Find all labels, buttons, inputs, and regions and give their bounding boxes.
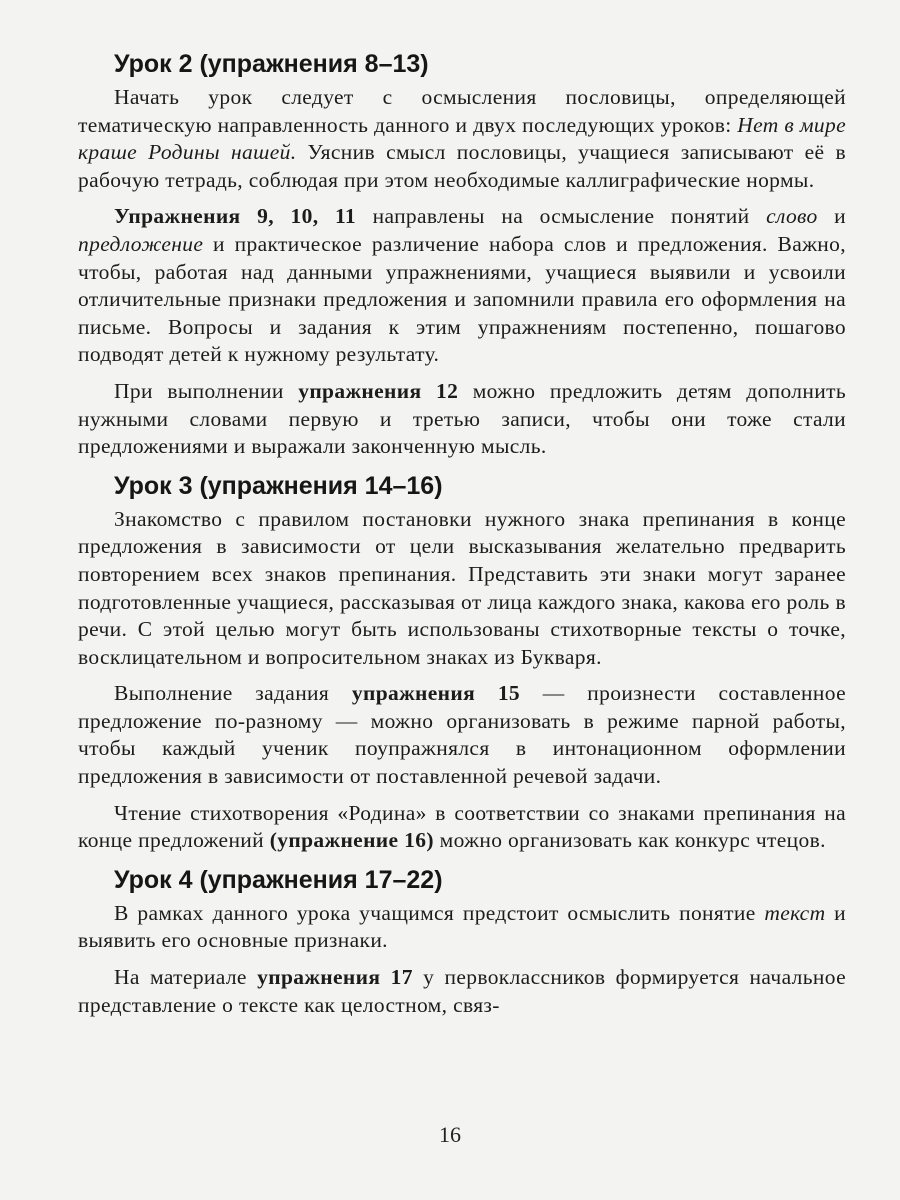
italic-run: текст [764,900,826,925]
text-run: и [817,204,846,229]
text-run: В рамках данного урока учащимся предстоит осмыслить понятие [114,900,765,925]
lesson-section [78,470,846,855]
page-content [78,44,846,1028]
paragraph [78,680,846,790]
text-run: Начать урок следует с осмысления пословицы, определяющей тематическую направленность данного и двух последующих уроков: [78,85,846,137]
bold-run: упражнения 15 [351,681,521,706]
text-run: направлены на осмысление понятий [356,204,767,229]
bold-run: Упражнения 9, 10, 11 [114,204,357,229]
paragraph [78,84,846,194]
page-number: 16 [439,1122,461,1147]
paragraph [78,800,846,855]
italic-run: Нет в мире краше Родины нашей. [78,112,846,165]
bold-run: (упражнение 16) [269,828,434,853]
italic-run: предложение [78,231,204,256]
text-run: Знакомство с правилом постановки нужного знака препинания в конце предложения в зависимости от цели высказывания желательно предварить повторением всех знаков препинания. Представить эти знаки могут заранее подготовленные учащиеся, рассказывая от лица каждого знака, какова его роль в речи. С этой целью могут быть использованы стихотворные тексты о точке, восклицательном и вопросительном знаках из Букваря. [78,506,846,669]
text-run: Чтение стихотворения «Родина» в соответствии со знаками препинания на конце предложений [78,800,846,853]
text-run: можно предложить детям дополнить нужными словами первую и третью записи, чтобы они тоже стали предложениями и выражали законченную мысль. [78,378,846,459]
paragraph [78,506,846,672]
paragraph [78,900,846,955]
text-run: у первоклассников формируется начальное представление о тексте как целостном, связ- [78,965,847,1017]
text-run: можно организовать как конкурс чтецов. [433,828,826,853]
paragraph [78,964,846,1019]
text-run: и практическое различение набора слов и предложения. Важно, чтобы, работая над данными упражнениями, учащиеся выявили и усвоили отличительные признаки предложения и запомнили правила его оформления на письме. Вопросы и задания к этим упражнениям постепенно, пошагово подводят детей к нужному результату. [78,231,846,367]
text-run: и выявить его основные признаки. [78,900,846,953]
text-run: — произнести составленное предложение по-разному — можно организовать в режиме парной работы, чтобы каждый ученик поупражнялся в интонационном оформлении предложения в зависимости от поставленной речевой задачи. [78,681,846,789]
lesson-section [78,48,846,461]
lesson-section [78,864,846,1019]
italic-run: слово [766,204,818,229]
text-run: Уяснив смысл пословицы, учащиеся записывают её в рабочую тетрадь, соблюдая при этом необходимые каллиграфические нормы. [78,140,846,192]
paragraph [78,378,846,461]
bold-run: упражнения 12 [298,378,459,403]
paragraph [78,203,846,369]
text-run: Выполнение задания [114,681,352,706]
bold-run: упражнения 17 [257,965,413,990]
section-heading: Урок 3 (упражнения 14–16) [114,471,443,500]
section-heading: Урок 4 (упражнения 17–22) [114,865,443,894]
section-heading: Урок 2 (упражнения 8–13) [114,50,429,78]
text-run: На материале [114,965,258,990]
text-run: При выполнении [114,378,299,403]
